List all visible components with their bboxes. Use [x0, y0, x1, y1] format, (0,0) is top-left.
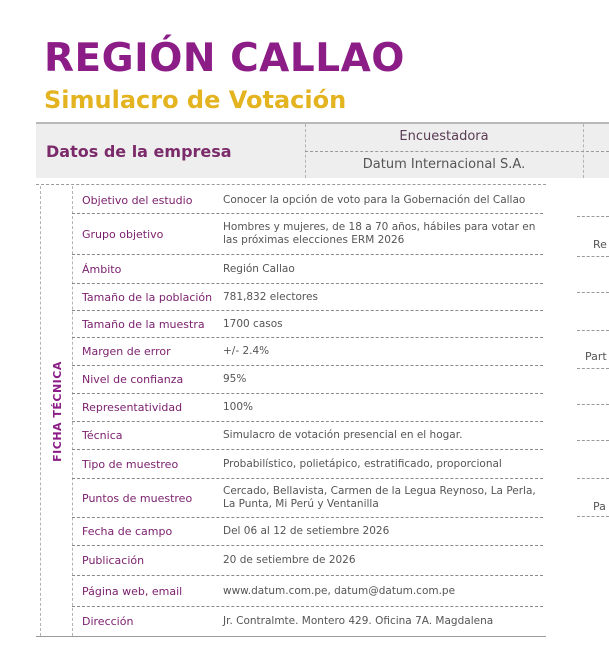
row-value: www.datum.com.pe, datum@datum.com.pe [223, 584, 456, 597]
row-label: Nivel de confianza [82, 373, 184, 386]
table-row [72, 607, 543, 635]
row-label: Representatividad [82, 401, 183, 414]
header-divider [305, 151, 609, 152]
row-value: Jr. Contralmte. Montero 429. Oficina 7A. Magdalena [223, 614, 494, 627]
row-label: Publicación [82, 554, 145, 567]
row-value: 100% [223, 401, 254, 413]
side-rule [577, 368, 609, 369]
row-value: 1700 casos [223, 317, 283, 330]
row-value: Simulacro de votación presencial en el hogar. [223, 429, 463, 441]
table-row [72, 366, 543, 394]
table-top-rule [36, 184, 546, 185]
row-value: Región Callao [223, 262, 295, 275]
side-rule [577, 330, 609, 331]
table-row [72, 188, 543, 214]
row-label: Ámbito [82, 262, 122, 276]
page-subtitle: Simulacro de Votación [44, 86, 347, 114]
row-value: 781,832 electores [223, 290, 318, 303]
row-value: Probabilístico, polietápico, estratificado, proporcional [223, 457, 502, 470]
row-value: +/- 2.4% [223, 345, 270, 357]
side-rule [577, 440, 609, 441]
row-label: Página web, email [82, 584, 183, 598]
table-row [72, 450, 543, 479]
row-value: Hombres y mujeres, de 18 a 70 años, hábiles para votar en las próximas elecciones ERM 2026 [223, 221, 536, 246]
row-label: Puntos de muestreo [82, 491, 193, 505]
side-rule [577, 256, 609, 257]
table-row [72, 214, 543, 255]
ficha-tecnica-text: FICHA TÉCNICA [50, 360, 64, 462]
table-row [72, 284, 543, 311]
side-rule [577, 216, 609, 217]
table-row [72, 338, 543, 366]
row-label: Margen de error [82, 345, 171, 358]
side-rule [577, 516, 609, 517]
company-data-heading: Datos de la empresa [46, 142, 232, 161]
row-label: Objetivo del estudio [82, 194, 193, 207]
table-row [72, 422, 543, 450]
table-bottom-rule [36, 636, 546, 637]
row-label: Técnica [82, 429, 123, 442]
row-label: Tamaño de la muestra [82, 317, 205, 331]
side-rule [577, 404, 609, 405]
row-label: Dirección [82, 614, 134, 628]
table-row [72, 255, 543, 284]
side-rule [577, 292, 609, 293]
side-fragment: Pa [593, 500, 606, 513]
table-row [72, 479, 543, 518]
row-value: Conocer la opción de voto para la Gobernación del Callao [223, 194, 526, 206]
row-label: Fecha de campo [82, 525, 173, 538]
page-title: REGIÓN CALLAO [44, 36, 405, 81]
row-label: Tipo de muestreo [82, 457, 179, 471]
row-label: Tamaño de la población [82, 290, 213, 304]
table-row [72, 311, 543, 338]
row-label: Grupo objetivo [82, 227, 164, 241]
table-row [72, 518, 543, 546]
side-fragment: Re [593, 238, 607, 251]
table-row [72, 394, 543, 422]
table-left-rule [40, 186, 41, 636]
row-value: 95% [223, 373, 247, 385]
pollster-label: Encuestadora [399, 129, 489, 144]
row-value: 20 de setiembre de 2026 [223, 554, 356, 566]
row-value: Cercado, Bellavista, Carmen de la Legua Reynoso, La Perla, La Punta, Mi Perú y Ventanilla [223, 485, 536, 510]
side-fragment: Part [585, 350, 607, 363]
table-row [72, 576, 543, 607]
pollster-name: Datum Internacional S.A. [362, 157, 526, 172]
side-rule [577, 478, 609, 479]
row-value: Del 06 al 12 de setiembre 2026 [223, 525, 390, 537]
table-row [72, 546, 543, 576]
ficha-tecnica-label [49, 186, 65, 636]
